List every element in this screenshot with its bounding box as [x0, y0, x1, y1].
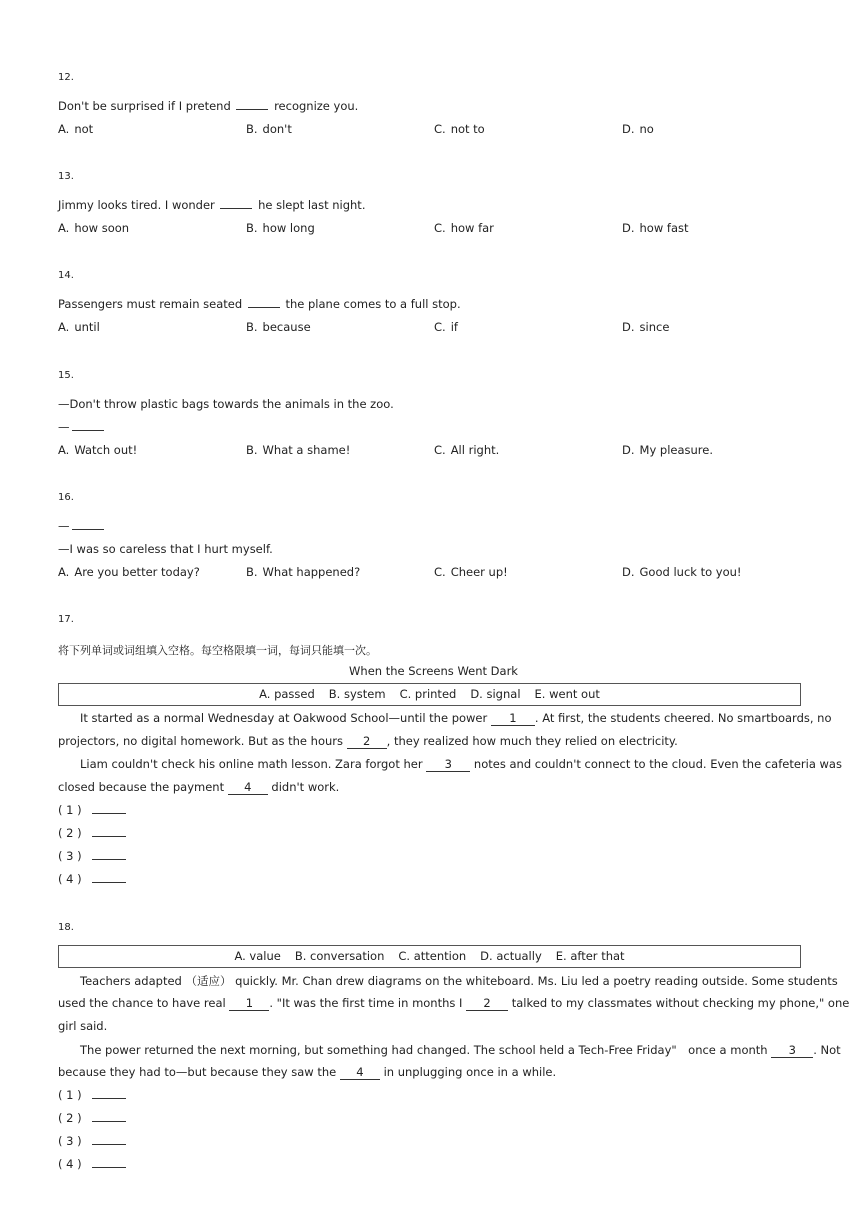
option-c[interactable]: C. not to	[434, 122, 485, 136]
passage-line: Teachers adapted （适应） quickly. Mr. Chan drew diagrams on the whiteboard. Ms. Liu led a poetry reading outside. Some students	[80, 974, 838, 988]
word-bank-item: A. value	[234, 949, 281, 963]
answer-line[interactable]: ( 1 )	[58, 1088, 126, 1102]
word-bank-item: B. system	[328, 687, 386, 701]
word-bank	[58, 683, 801, 706]
stem-text: Jimmy looks tired. I wonder	[58, 198, 215, 212]
numbered-blank: 2	[347, 735, 387, 749]
option-a[interactable]: A. how soon	[58, 221, 130, 235]
question-stem	[58, 198, 365, 212]
answer-blank[interactable]	[236, 108, 268, 110]
stem-text: recognize you.	[274, 99, 359, 113]
numbered-blank: 1	[229, 997, 269, 1011]
passage-line: The power returned the next morning, but something had changed. The school held a Tech-Free Friday" once a month 3 . Not	[80, 1043, 841, 1057]
answer-line[interactable]: ( 3 )	[58, 849, 126, 863]
dialogue-line: —Don't throw plastic bags towards the animals in the zoo.	[58, 397, 394, 411]
option-b[interactable]: B. don't	[246, 122, 292, 136]
stem-text: he slept last night.	[258, 198, 366, 212]
option-b[interactable]: B. What happened?	[246, 565, 361, 579]
option-c[interactable]: C. if	[434, 320, 458, 334]
passage-line: used the chance to have real 1 . "It was the first time in months I 2 talked to my classmates without checking my phone," one	[58, 996, 850, 1010]
passage-line: girl said.	[58, 1019, 108, 1033]
word-bank	[58, 945, 801, 968]
option-a[interactable]: A. Watch out!	[58, 443, 138, 457]
option-c[interactable]: C. Cheer up!	[434, 565, 508, 579]
instruction-text: 将下列单词或词组填入空格。每空格限填一词，每词只能填一次。	[58, 644, 377, 657]
word-bank-item: D. signal	[470, 687, 521, 701]
option-b[interactable]: B. how long	[246, 221, 315, 235]
passage-title: When the Screens Went Dark	[349, 664, 518, 678]
question-stem	[58, 297, 461, 311]
numbered-blank: 4	[228, 781, 268, 795]
word-bank-item: E. after that	[555, 949, 625, 963]
word-bank-item: C. printed	[399, 687, 457, 701]
question-number: 12.	[58, 72, 74, 83]
word-bank-item: C. attention	[398, 949, 467, 963]
question-number: 13.	[58, 171, 74, 182]
option-b[interactable]: B. because	[246, 320, 311, 334]
answer-blank[interactable]	[220, 207, 252, 209]
stem-text: Passengers must remain seated	[58, 297, 243, 311]
option-d[interactable]: D. how fast	[622, 221, 689, 235]
stem-text: the plane comes to a full stop.	[285, 297, 461, 311]
question-number: 14.	[58, 270, 74, 281]
passage-line: closed because the payment 4 didn't work.	[58, 780, 340, 794]
numbered-blank: 3	[426, 758, 470, 772]
option-c[interactable]: C. All right.	[434, 443, 500, 457]
question-number: 17.	[58, 614, 74, 625]
answer-line[interactable]: ( 4 )	[58, 1157, 126, 1171]
passage-line: projectors, no digital homework. But as the hours 2 , they realized how much they relied on electricity.	[58, 734, 678, 748]
option-b[interactable]: B. What a shame!	[246, 443, 351, 457]
question-number: 16.	[58, 492, 74, 503]
numbered-blank: 2	[466, 997, 508, 1011]
numbered-blank: 4	[340, 1066, 380, 1080]
question-number: 15.	[58, 370, 74, 381]
answer-line[interactable]: ( 1 )	[58, 803, 126, 817]
option-a[interactable]: A. Are you better today?	[58, 565, 200, 579]
dialogue-line: —	[58, 420, 106, 434]
stem-text: Don't be surprised if I pretend	[58, 99, 231, 113]
passage-line: Liam couldn't check his online math lesson. Zara forgot her 3 notes and couldn't connect to the cloud. Even the cafeteria was	[80, 757, 842, 771]
numbered-blank: 3	[771, 1044, 813, 1058]
dialogue-line: —	[58, 519, 106, 533]
answer-line[interactable]: ( 3 )	[58, 1134, 126, 1148]
option-d[interactable]: D. Good luck to you!	[622, 565, 742, 579]
option-d[interactable]: D. since	[622, 320, 670, 334]
answer-blank[interactable]	[248, 306, 280, 308]
option-a[interactable]: A. until	[58, 320, 100, 334]
word-bank-item: E. went out	[534, 687, 600, 701]
passage-line: It started as a normal Wednesday at Oakwood School—until the power 1 . At first, the students cheered. No smartboards, no	[80, 711, 832, 725]
answer-blank[interactable]	[72, 528, 104, 530]
option-a[interactable]: A. not	[58, 122, 94, 136]
answer-blank[interactable]	[72, 429, 104, 431]
option-d[interactable]: D. no	[622, 122, 654, 136]
answer-line[interactable]: ( 2 )	[58, 826, 126, 840]
dialogue-line: —I was so careless that I hurt myself.	[58, 542, 273, 556]
answer-line[interactable]: ( 4 )	[58, 872, 126, 886]
question-number: 18.	[58, 922, 74, 933]
word-bank-item: B. conversation	[294, 949, 385, 963]
option-d[interactable]: D. My pleasure.	[622, 443, 714, 457]
passage-line: because they had to—but because they saw the 4 in unplugging once in a while.	[58, 1065, 557, 1079]
numbered-blank: 1	[491, 712, 535, 726]
word-bank-item: D. actually	[480, 949, 542, 963]
word-bank-item: A. passed	[259, 687, 315, 701]
question-stem	[58, 99, 358, 113]
option-c[interactable]: C. how far	[434, 221, 494, 235]
answer-line[interactable]: ( 2 )	[58, 1111, 126, 1125]
